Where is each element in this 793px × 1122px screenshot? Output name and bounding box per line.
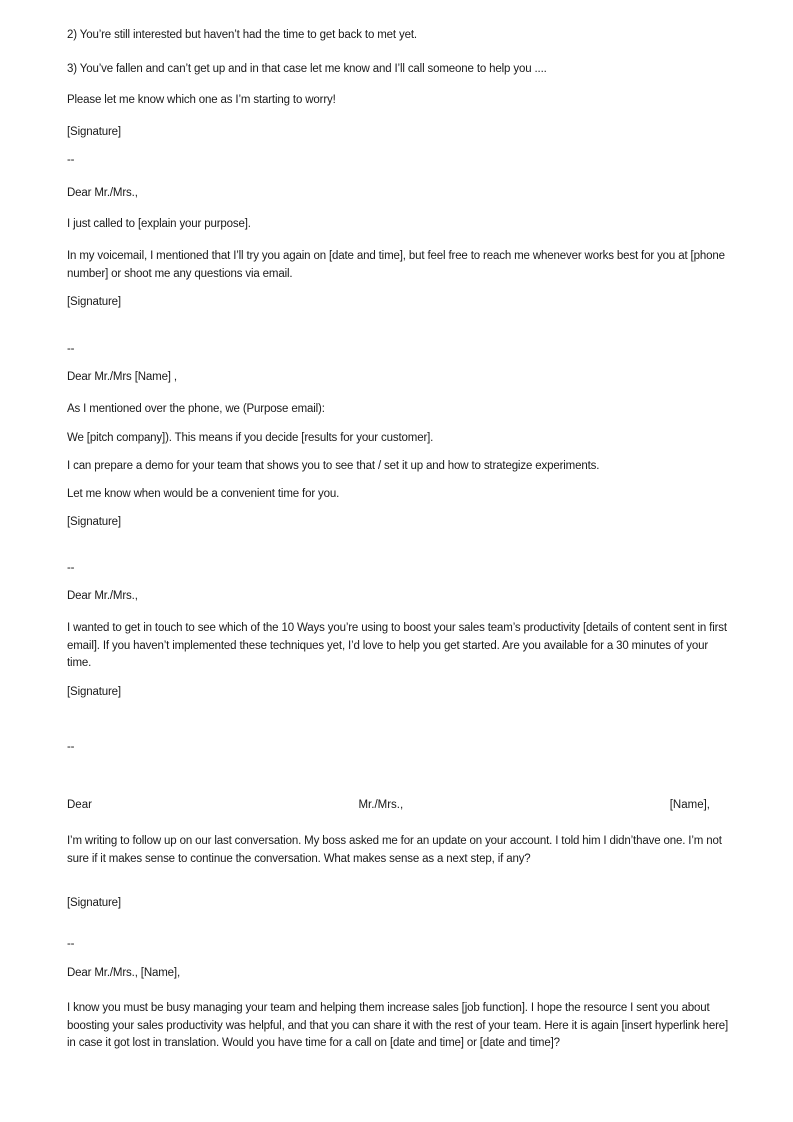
email4-greeting-name: [Name],: [669, 799, 710, 811]
email5-greeting: Dear Mr./Mrs., [Name],: [67, 967, 180, 979]
email4-signature: [Signature]: [67, 897, 121, 909]
email3-signature: [Signature]: [67, 686, 121, 698]
email4-body: I’m writing to follow up on our last conversation. My boss asked me for an update on your account. I told him I didn’thave one. I’m not sure if it makes sense to continue the conversation. What makes sense as a next step, if any?: [67, 835, 722, 865]
email2-line4: Let me know when would be a convenient time for you.: [67, 488, 340, 500]
email4-greeting-title: Mr./Mrs.,: [358, 799, 404, 811]
separator: --: [67, 562, 75, 574]
email3-body: I wanted to get in touch to see which of the 10 Ways you’re using to boost your sales team’s productivity [details of content sent in first email]. If you haven’t implemented these techniques yet, I’d love to help you get started. Are you available for a 30 minutes of your time.: [67, 622, 727, 669]
email1-line2: In my voicemail, I mentioned that I’ll try you again on [date and time], but feel free to reach me whenever works best for you at [phone number] or shoot me any questions via email.: [67, 250, 725, 280]
email2-signature: [Signature]: [67, 516, 121, 528]
email5-body: I know you must be busy managing your team and helping them increase sales [job function]. I hope the resource I sent you about boosting your sales productivity was helpful, and that you can share it with the rest of your team. Here it is again [insert hyperlink here] in case it got lost in translation. Would you have time for a call on [date and time] or [date and time]?: [67, 1002, 729, 1049]
email4-greeting-dear: Dear: [67, 799, 92, 811]
separator: --: [67, 154, 75, 166]
intro-item-2: 2) You’re still interested but haven’t had the time to get back to met yet.: [67, 29, 417, 41]
email2-line3: I can prepare a demo for your team that shows you to see that / set it up and how to strategize experiments.: [67, 460, 600, 472]
intro-signature: [Signature]: [67, 126, 121, 138]
intro-item-3: 3) You’ve fallen and can’t get up and in that case let me know and I’ll call someone to help you ....: [67, 63, 547, 75]
email3-greeting: Dear Mr./Mrs.,: [67, 590, 138, 602]
email2-greeting: Dear Mr./Mrs [Name] ,: [67, 371, 177, 383]
email1-greeting: Dear Mr./Mrs.,: [67, 187, 138, 199]
email1-signature: [Signature]: [67, 296, 121, 308]
intro-closing: Please let me know which one as I’m starting to worry!: [67, 94, 336, 106]
email1-line1: I just called to [explain your purpose].: [67, 218, 251, 230]
separator: --: [67, 741, 75, 753]
email4-greeting: [67, 796, 710, 814]
separator: --: [67, 938, 75, 950]
separator: --: [67, 343, 75, 355]
email2-line2: We [pitch company]). This means if you decide [results for your customer].: [67, 432, 434, 444]
email2-line1: As I mentioned over the phone, we (Purpose email):: [67, 403, 325, 415]
